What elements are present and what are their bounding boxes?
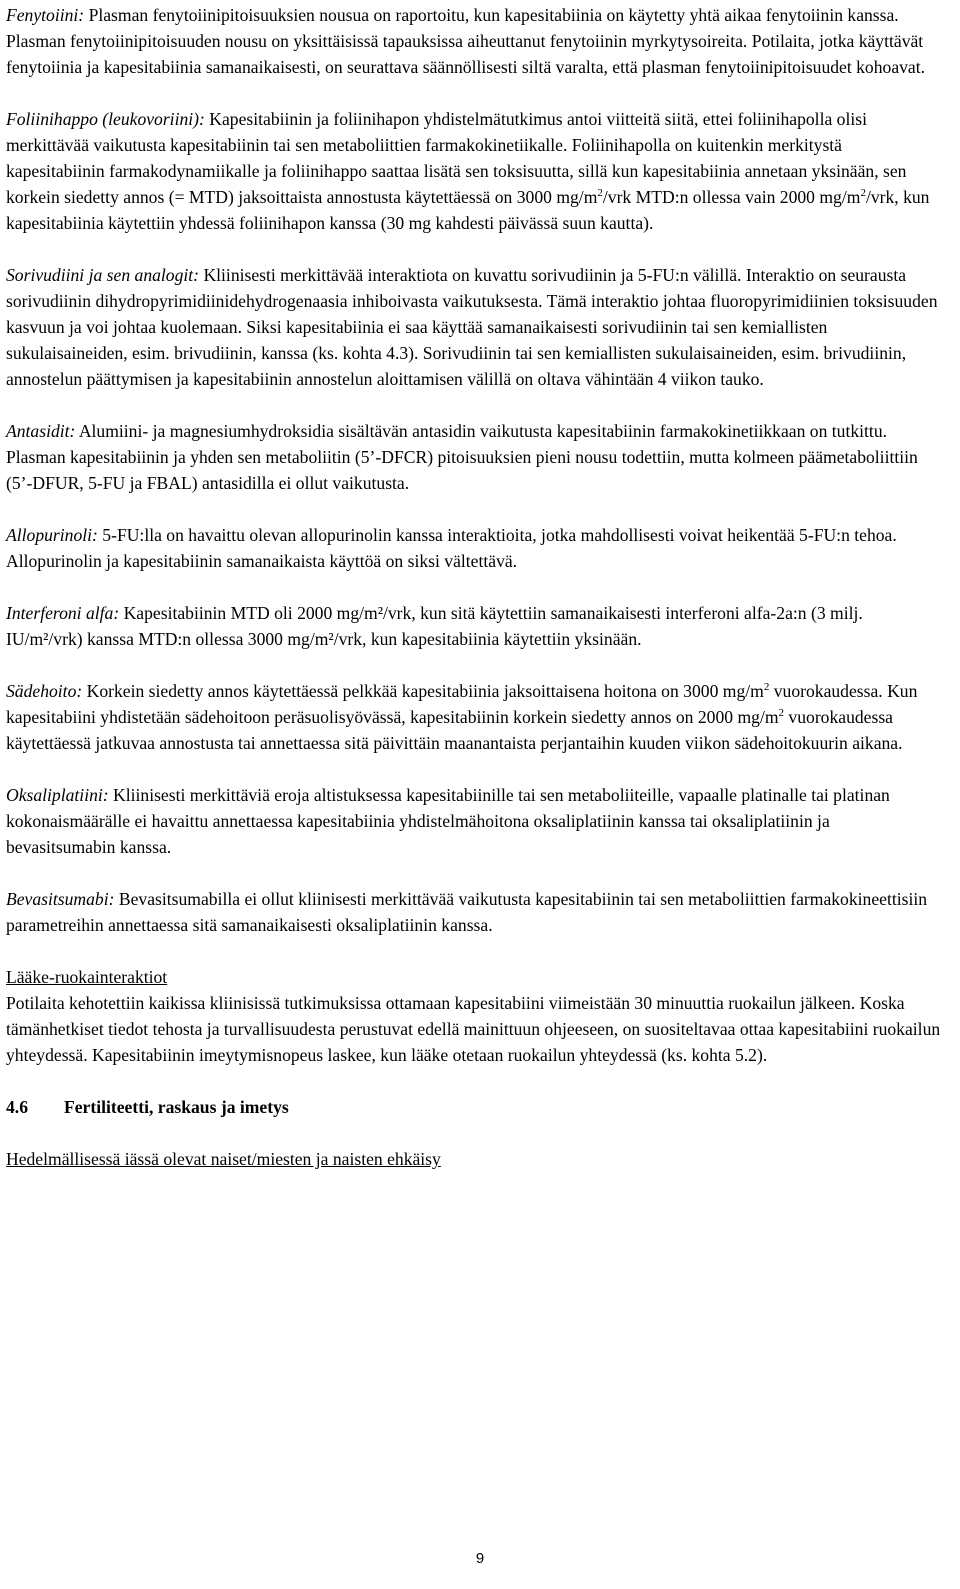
- paragraph-text: /vrk MTD:n ollessa vain 2000 mg/m: [602, 187, 861, 207]
- subsection-title: Hedelmällisessä iässä olevat naiset/miesten ja naisten ehkäisy: [6, 1149, 441, 1169]
- paragraph-allopurinoli: [6, 522, 942, 574]
- paragraph-sadehoito: [6, 678, 942, 756]
- term-label: Sädehoito:: [6, 681, 83, 701]
- term-label: Interferoni alfa:: [6, 603, 120, 623]
- paragraph-text: /vrk, kun kapesitabiinia käytettiin yhdessä foliinihapon kanssa (30 mg kahdesti päivässä suun kautta).: [6, 187, 930, 233]
- paragraph-foliinihappo: [6, 106, 942, 236]
- section-heading: [6, 1094, 942, 1120]
- paragraph-text: Bevasitsumabilla ei ollut kliinisesti merkittävää vaikutusta kapesitabiinin tai sen metaboliittien farmakokineettisiin parametreihin annettaessa sitä samanaikaisesti oksaliplatiinin kanssa.: [6, 889, 928, 935]
- term-label: Allopurinoli:: [6, 525, 98, 545]
- paragraph-text: Kliinisesti merkittävää interaktiota on kuvattu sorivudiinin ja 5-FU:n välillä. Interaktio on seurausta sorivudiinin dihydropyrimidiinidehydrogenaasia inhiboivasta vaikutuksesta. Tämä interaktio johtaa fluoropyrimidiinien toksisuuden kasvuun ja voi johtaa kuolemaan. Siksi kapesitabiinia ei saa käyttää samanaikaisesti sorivudiinin tai sen kemiallisten sukulaisaineiden, esim. brivudiinin, kanssa (ks. kohta 4.3). Sorivudiinin tai sen kemiallisten sukulaisaineiden, esim. brivudiinin, annostelun päättymisen ja kapesitabiinin annostelun aloittamisen välillä on oltava vähintään 4 viikon tauko.: [6, 265, 938, 389]
- term-label: Bevasitsumabi:: [6, 889, 115, 909]
- paragraph-antasidit: [6, 418, 942, 496]
- paragraph-sorivudiini: [6, 262, 942, 392]
- term-label: Oksaliplatiini:: [6, 785, 109, 805]
- section-number: 4.6: [6, 1097, 28, 1117]
- paragraph-text: vuorokaudessa. Kun kapesitabiini yhdistetään sädehoitoon peräsuolisyövässä, kapesitabiinin korkein siedetty annos on 2000 mg/m: [6, 681, 918, 727]
- term-label: Foliinihappo (leukovoriini):: [6, 109, 205, 129]
- subheading-laake-ruokainteraktiot: Lääke-ruokainteraktiot: [6, 967, 168, 987]
- superscript: 2: [763, 681, 770, 693]
- paragraph-interferoni: [6, 600, 942, 652]
- superscript: 2: [597, 187, 603, 199]
- paragraph-text: Alumiini- ja magnesiumhydroksidia sisältävän antasidin vaikutusta kapesitabiinin farmakokinetiikkaan on tutkittu. Plasman kapesitabiinin ja yhden sen metaboliitin (5’-DFCR) pitoisuuksien pieni nousu todettiin, mutta kolmeen päämetaboliittiin (5’-DFUR, 5-FU ja FBAL) antasidilla ei ollut vaikutusta.: [6, 421, 918, 493]
- superscript: 2: [860, 187, 866, 199]
- paragraph-laake-ruoka: [6, 964, 942, 1068]
- term-label: Antasidit:: [6, 421, 76, 441]
- paragraph-text: Kapesitabiinin MTD oli 2000 mg/m²/vrk, kun sitä käytettiin samanaikaisesti interferoni alfa-2a:n (3 milj. IU/m²/vrk) kanssa MTD:n ollessa 3000 mg/m²/vrk, kun kapesitabiinia käytettiin yksinään.: [6, 603, 863, 649]
- paragraph-text: 5-FU:lla on havaittu olevan allopurinolin kanssa interaktioita, jotka mahdollisesti voivat heikentää 5-FU:n tehoa. Allopurinolin ja kapesitabiinin samanaikaista käyttöä on siksi vältettävä.: [6, 525, 897, 571]
- term-label: Fenytoiini:: [6, 5, 85, 25]
- paragraph-text: Kliinisesti merkittäviä eroja altistuksessa kapesitabiinille tai sen metaboliiteille, vapaalle platinalle tai platinan kokonaismäärälle ei havaittu annettaessa kapesitabiinia yhdistelmähoitona oksaliplatiinin kanssa tai oksaliplatiinin ja bevasitsumabin kanssa.: [6, 785, 890, 857]
- term-label: Sorivudiini ja sen analogit:: [6, 265, 200, 285]
- paragraph-text: Kapesitabiinin ja foliinihapon yhdistelmätutkimus antoi viitteitä siitä, ettei foliinihapolla olisi merkittävää vaikutusta kapesitabiinin tai sen metaboliittien farmakokinetiikalle. Foliinihapolla on kuitenkin merkitystä kapesitabiinin farmakodynamiikalle ja foliinihappo saattaa lisätä sen toksisuutta, sillä kun kapesitabiinia annetaan yksinään, sen korkein siedetty annos (= MTD) jaksoittaista annostusta käytettäessä on 3000 mg/m: [6, 109, 907, 207]
- subsection-heading: [6, 1146, 942, 1172]
- paragraph-text: Potilaita kehotettiin kaikissa kliinisissä tutkimuksissa ottamaan kapesitabiini viimeistään 30 minuuttia ruokailun jälkeen. Koska tämänhetkiset tiedot tehosta ja turvallisuudesta perustuvat edellä mainittuun ohjeeseen, on suositeltavaa ottaa kapesitabiini ruokailun yhteydessä. Kapesitabiinin imeytymisnopeus laskee, kun lääke otetaan ruokailun yhteydessä (ks. kohta 5.2).: [6, 993, 941, 1065]
- paragraph-text: Korkein siedetty annos käytettäessä pelkkää kapesitabiinia jaksoittaisena hoitona on 3000 mg/m: [82, 681, 764, 701]
- paragraph-bevasitsumabi: [6, 886, 942, 938]
- page-number: 9: [475, 1550, 485, 1567]
- paragraph-oksaliplatiini: [6, 782, 942, 860]
- paragraph-text: Plasman fenytoiinipitoisuuksien nousua on raportoitu, kun kapesitabiinia on käytetty yhtä aikaa fenytoiinin kanssa. Plasman fenytoiinipitoisuuden nousu on yksittäisissä tapauksissa aiheuttanut fenytoiinin myrkytysoireita. Potilaita, jotka käyttävät fenytoiinia ja kapesitabiinia samanaikaisesti, on seurattava säännöllisesti siltä varalta, että plasman fenytoiinipitoisuudet kohoavat.: [6, 5, 926, 77]
- section-title: Fertiliteetti, raskaus ja imetys: [64, 1097, 289, 1117]
- paragraph-fenytoiini: [6, 2, 942, 80]
- superscript: 2: [778, 707, 785, 719]
- paragraph-text: vuorokaudessa käytettäessä jatkuvaa annostusta tai annettaessa sitä päivittäin maanantaista perjantaihin kuuden viikon sädehoitokuurin aikana.: [6, 707, 903, 753]
